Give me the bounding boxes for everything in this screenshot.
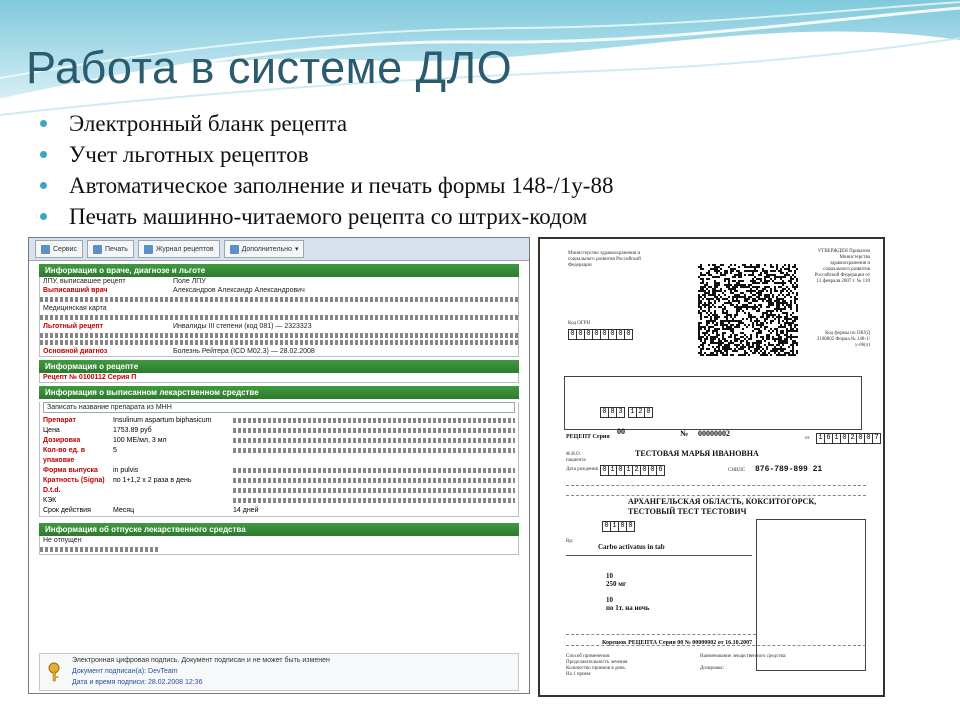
bullet-item — [40, 139, 613, 170]
digit-box: 6 — [824, 433, 833, 444]
section-drug-header: Информация о выписанном лекарственном средстве — [39, 386, 519, 399]
birth-label: Дата рождения — [566, 467, 598, 472]
digit-box: 0 — [616, 329, 625, 340]
drug-section — [39, 402, 519, 517]
digital-signature-panel — [39, 653, 519, 691]
digit-box: 7 — [872, 433, 881, 444]
digit-box: 0 — [600, 465, 609, 476]
barcode-2d — [698, 264, 798, 356]
drug-row: Препарат Insulinum aspartum biphasicum — [40, 416, 518, 426]
ministry-header: Министерство здравоохранения и социального развития Российской Федерации — [568, 251, 641, 268]
blurred-text — [40, 547, 160, 552]
date-label: от — [805, 436, 810, 441]
digit-box: 0 — [608, 329, 617, 340]
disk-icon — [41, 245, 50, 254]
ogrn-boxes — [568, 329, 632, 340]
validity-14days-radio[interactable]: 14 дней — [233, 507, 259, 514]
stub-detail: Продолжительность лечения — [566, 660, 628, 665]
digit-box: 2 — [632, 465, 641, 476]
section-release-header: Информация об отпуске лекарственного средства — [39, 523, 519, 536]
tab-print[interactable]: Печать — [87, 240, 134, 258]
bullet-text: Автоматическое заполнение и печать формы 148-/1у-88 — [69, 173, 614, 198]
bullet-item — [40, 201, 613, 232]
recipe-number: Рецепт № 0100112 Серия П — [43, 374, 137, 381]
snils-value: 876-789-899 21 — [755, 465, 823, 474]
drug-row: КЭК — [40, 496, 518, 506]
recipe-series: 00 — [617, 427, 625, 436]
doctor-name: ТЕСТОВЫЙ ТЕСТ ТЕСТОВИЧ — [628, 507, 747, 516]
bullet-text: Электронный бланк рецепта — [69, 111, 348, 136]
chevron-down-icon: ▾ — [294, 246, 299, 253]
bullet-item — [40, 108, 613, 139]
stub-detail: Количество приемов в день: — [566, 666, 627, 671]
signature-status: Электронная цифровая подпись. Документ подписан и не может быть изменен — [72, 657, 330, 664]
stub-line: Корешок РЕЦЕПТА Серия 00 № 00000002 от 16.10.2007 — [602, 640, 753, 646]
bullet-dot-icon — [40, 151, 47, 158]
recipe-section — [39, 373, 519, 383]
section-recipe-header: Информация о рецепте — [39, 360, 519, 373]
digit-box: 0 — [600, 329, 609, 340]
digit-box: 0 — [584, 329, 593, 340]
form-row: Основной диагноз Болезнь Рейтера (ICD M02.3) — 28.02.2008 — [43, 348, 315, 355]
patient-name: ТЕСТОВАЯ МАРЬЯ ИВАНОВНА — [635, 449, 759, 458]
doctor-section — [39, 277, 519, 357]
recipe-number: 00000002 — [698, 429, 730, 438]
drug-row: Срок действия Месяц 14 дней — [40, 506, 518, 516]
tab-journal[interactable]: Журнал рецептов — [138, 240, 220, 258]
bullet-list — [40, 108, 613, 232]
tab-extra[interactable]: Дополнительно ▾ — [224, 240, 305, 258]
category-boxes: 0 8 3 1 2 0 — [600, 407, 652, 418]
recipe-number-label: № — [680, 429, 689, 438]
drug-name: Carbo activatus in tab — [598, 543, 665, 551]
dose-line: по 1т. на ночь — [606, 604, 650, 612]
digit-box: 0 — [856, 433, 865, 444]
slide-title: Работа в системе ДЛО — [26, 42, 513, 93]
digit-box: 1 — [608, 465, 617, 476]
key-icon — [46, 662, 62, 682]
pharmacy-notes-box — [756, 519, 866, 671]
drug-row: Дозировка 100 МЕ/мл, 3 мл — [40, 436, 518, 446]
printed-recipe-form — [538, 237, 885, 697]
category-table — [564, 376, 862, 430]
blurred-text — [40, 297, 518, 302]
form-row: Выписавший врач Александров Александр Александрович — [43, 287, 305, 294]
release-section — [39, 536, 519, 555]
document-icon — [230, 245, 239, 254]
bullet-dot-icon — [40, 213, 47, 220]
digit-box: 0 — [864, 433, 873, 444]
digit-box: 6 — [656, 465, 665, 476]
form-row: Медицинская карта — [43, 305, 107, 312]
drug-row: Цена 1753.89 руб — [40, 426, 518, 436]
toolbar — [29, 238, 529, 261]
fio-label: Ф.И.О. пациента — [566, 452, 586, 463]
section-doctor-header: Информация о враче, диагнозе и льготе — [39, 264, 519, 277]
stub-detail: Способ применения: — [566, 654, 611, 659]
approval-header: УТВЕРЖДЕН Приказом Министерства здравоохранения и социального развития Российской Федерации от 12 февраля 2007 г. № 110 — [814, 249, 870, 284]
form-row: ЛПУ, выписавшее рецепт Поле ЛПУ — [43, 278, 206, 285]
blurred-text — [40, 333, 518, 338]
digit-box: 0 — [568, 329, 577, 340]
recipe-label: РЕЦЕПТ Серия — [566, 434, 610, 440]
digit-box: 0 — [576, 329, 585, 340]
digit-box: 0 — [640, 465, 649, 476]
bullet-item — [40, 170, 613, 201]
stub-detail: Наименование лекарственного средства: — [700, 654, 787, 659]
snils-label: СНИЛС — [728, 468, 746, 473]
digit-box: 1 — [816, 433, 825, 444]
dose-line: 250 мг — [606, 580, 627, 588]
validity-month-radio[interactable]: Месяц — [113, 507, 135, 514]
ogrn-label: Код ОГРН — [568, 321, 591, 326]
dose-line: 10 — [606, 572, 613, 580]
tab-service[interactable]: Сервис — [35, 240, 83, 258]
dose-line: 10 — [606, 596, 613, 604]
bullet-dot-icon — [40, 182, 47, 189]
blurred-text — [40, 340, 518, 345]
not-released-checkbox[interactable]: Не отпущен — [43, 537, 82, 544]
digit-box: 0 — [648, 465, 657, 476]
bullet-text: Учет льготных рецептов — [69, 142, 309, 167]
stub-detail: На 1 прием: — [566, 672, 592, 677]
digit-box: 0 — [624, 329, 633, 340]
doctor-code-boxes: 0 1 0 0 — [602, 521, 634, 532]
journal-icon — [144, 245, 153, 254]
digit-box: 2 — [848, 433, 857, 444]
digit-box: 0 — [840, 433, 849, 444]
signature-date: Дата и время подписи: 28.02.2008 12:36 — [72, 679, 203, 686]
blurred-text — [40, 315, 518, 320]
drug-row: D.t.d. — [40, 486, 518, 496]
form-row: Льготный рецепт Инвалиды III степени (код 081) — 2323323 — [43, 323, 312, 330]
bullet-dot-icon — [40, 120, 47, 127]
stub-detail: Дозировка: — [700, 666, 724, 671]
digit-box: 0 — [616, 465, 625, 476]
drug-name-input[interactable]: Записать название препарата из МНН — [47, 404, 172, 411]
recipe-form-screenshot — [28, 237, 530, 694]
form-code: Код формы по ОКУД 3108805 Форма № 148-1/у-06(л) — [816, 331, 870, 348]
birth-boxes — [600, 465, 664, 476]
signature-signer[interactable]: Документ подписан(а): DevTeam — [72, 668, 178, 675]
digit-box: 1 — [624, 465, 633, 476]
drug-row: Форма выпуска in pulvis — [40, 466, 518, 476]
patient-address: АРХАНГЕЛЬСКАЯ ОБЛАСТЬ, КОКСИТОГОРСК, — [628, 497, 817, 506]
digit-box: 1 — [832, 433, 841, 444]
bullet-text: Печать машинно-читаемого рецепта со штрих-кодом — [69, 204, 588, 229]
printer-icon — [93, 245, 102, 254]
date-boxes — [816, 433, 880, 444]
drug-row: Кратность (Signa) по 1+1,2 х 2 раза в день — [40, 476, 518, 486]
rp-label: Rp: — [566, 539, 574, 544]
drug-row: Кол-во ед. в упаковке 5 — [40, 446, 518, 466]
digit-box: 0 — [592, 329, 601, 340]
